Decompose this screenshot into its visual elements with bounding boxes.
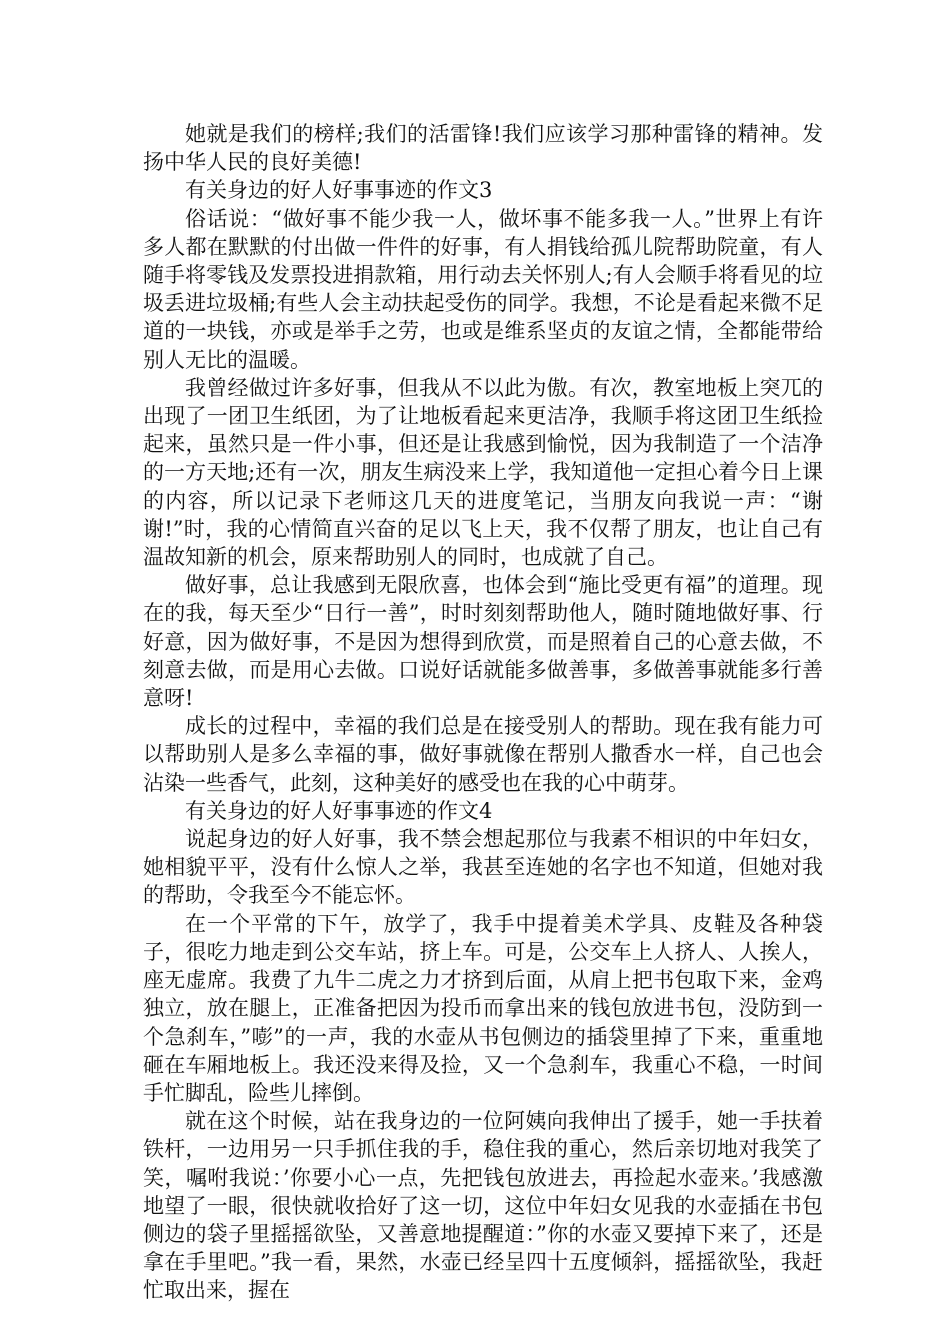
paragraph: 她就是我们的榜样;我们的活雷锋!我们应该学习那种雷锋的精神。发扬中华人民的良好美德! [143, 122, 823, 175]
paragraph: 做好事，总让我感到无限欣喜，也体会到“施比受更有福”的道理。现在的我，每天至少“日行一善”，时时刻刻帮助他人，随时随地做好事、行好意，因为做好事，不是因为想得到欣赏，而是照着自己的心意去做，不刻意去做，而是用心去做。口说好话就能多做善事，多做善事就能多行善意呀! [143, 573, 823, 711]
paragraph: 就在这个时候，站在我身边的一位阿姨向我伸出了援手，她一手扶着铁杆，一边用另一只手抓住我的手，稳住我的重心，然后亲切地对我笑了笑，嘱咐我说：’你要小心一点，先把钱包放进去，再捡起水壶来。’我感激地望了一眼，很快就收拾好了这一切，这位中年妇女见我的水壶插在书包侧边的袋子里摇摇欲坠，又善意地提醒道：”你的水壶又要掉下来了，还是拿在手里吧。”我一看，果然，水壶已经呈四十五度倾斜，摇摇欲坠，我赶忙取出来，握在 [143, 1109, 823, 1303]
document-body [143, 120, 823, 1305]
paragraph: 成长的过程中，幸福的我们总是在接受别人的帮助。现在我有能力可以帮助别人是多么幸福的事，做好事就像在帮别人撒香水一样，自己也会沾染一些香气，此刻，这种美好的感受也在我的心中萌芽。 [143, 714, 823, 795]
paragraph: 我曾经做过许多好事，但我从不以此为傲。有次，教室地板上突兀的出现了一团卫生纸团，为了让地板看起来更洁净，我顺手将这团卫生纸捡起来，虽然只是一件小事，但还是让我感到愉悦，因为我制造了一个洁净的一方天地;还有一次，朋友生病没来上学，我知道他一定担心着今日上课的内容，所以记录下老师这几天的进度笔记，当朋友向我说一声：“谢谢!”时，我的心情简直兴奋的足以飞上天，我不仅帮了朋友，也让自己有温故知新的机会，原来帮助别人的同时，也成就了自己。 [143, 375, 823, 570]
section-heading: 有关身边的好人好事事迹的作文3 [185, 178, 493, 203]
paragraph: 在一个平常的下午，放学了，我手中提着美术学具、皮鞋及各种袋子，很吃力地走到公交车站，挤上车。可是，公交车上人挤人、人挨人，座无虚席。我费了九牛二虎之力才挤到后面，从肩上把书包取下来，金鸡独立，放在腿上，正准备把因为投币而拿出来的钱包放进书包，没防到一个急刹车，”嘭”的一声，我的水壶从书包侧边的插袋里掉了下来，重重地砸在车厢地板上。我还没来得及捡，又一个急刹车，我重心不稳，一时间手忙脚乱，险些儿摔倒。 [143, 911, 823, 1105]
paragraph: 说起身边的好人好事，我不禁会想起那位与我素不相识的中年妇女，她相貌平平，没有什么惊人之举，我甚至连她的名字也不知道，但她对我的帮助，令我至今不能忘怀。 [143, 827, 823, 908]
paragraph: 俗话说：“做好事不能少我一人，做坏事不能多我一人。”世界上有许多人都在默默的付出做一件件的好事，有人捐钱给孤儿院帮助院童，有人随手将零钱及发票投进捐款箱，用行动去关怀别人;有人会顺手将看见的垃圾丢进垃圾桶;有些人会主动扶起受伤的同学。我想，不论是看起来微不足道的一块钱，亦或是举手之劳，也或是维系坚贞的友谊之情，全都能带给别人无比的温暖。 [143, 206, 823, 372]
section-heading: 有关身边的好人好事事迹的作文4 [185, 798, 493, 823]
